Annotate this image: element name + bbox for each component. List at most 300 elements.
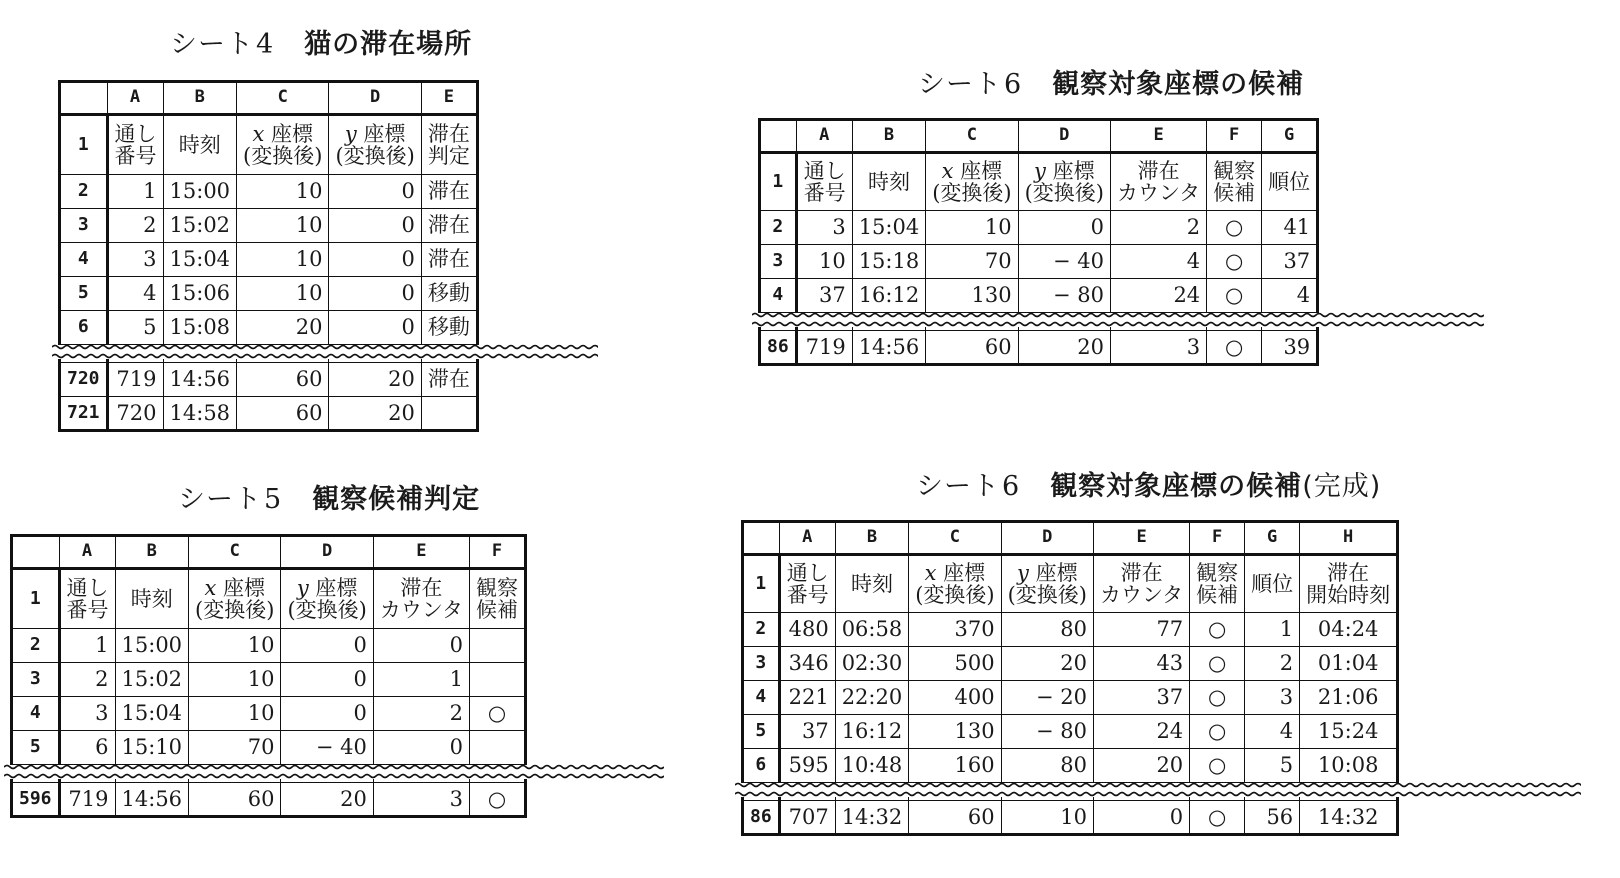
- column-letter: D: [1001, 522, 1093, 555]
- gap-cell: [59, 765, 115, 783]
- row-number: 6: [743, 749, 780, 783]
- gap-cell: [909, 783, 1001, 801]
- field-header-text: (変換後): [932, 181, 1012, 205]
- column-letter: A: [107, 82, 163, 115]
- table-cell: 滞在: [421, 243, 477, 277]
- column-letter: F: [1207, 120, 1262, 153]
- field-header-text: y 座標: [1034, 159, 1095, 183]
- field-header-row: [12, 569, 526, 629]
- axis-variable: y: [1034, 159, 1046, 183]
- column-letter: A: [59, 536, 115, 569]
- gap-cell: [329, 345, 421, 363]
- gap-cell: [115, 765, 189, 783]
- field-header-text: カウンタ: [379, 598, 463, 622]
- table-cell: ○: [1190, 801, 1245, 835]
- gap-cell: [1245, 783, 1300, 801]
- table-cell: 60: [237, 397, 329, 431]
- table-row: [743, 749, 1398, 783]
- field-header-text: 番号: [786, 583, 829, 607]
- field-header-row: [760, 153, 1318, 211]
- table-cell: − 40: [281, 731, 373, 765]
- gap-cell: [237, 345, 329, 363]
- row-number: 4: [743, 681, 780, 715]
- row-break-gap: [760, 313, 1318, 331]
- row-number: 86: [760, 331, 797, 365]
- row-number: 2: [743, 613, 780, 647]
- field-header-text: 通し: [803, 159, 846, 183]
- gap-cell: [281, 765, 373, 783]
- table-row: [760, 279, 1318, 313]
- table-cell: 10: [237, 277, 329, 311]
- table-row: [760, 245, 1318, 279]
- gap-cell: [1001, 783, 1093, 801]
- table-cell: 707: [779, 801, 835, 835]
- table-cell: [470, 629, 526, 663]
- table-cell: 10: [237, 175, 329, 209]
- table-row: [60, 209, 478, 243]
- gap-cell: [1300, 783, 1398, 801]
- field-header-text: 時刻: [850, 572, 893, 596]
- table-cell: 20: [1018, 331, 1110, 365]
- table-cell: ○: [1190, 613, 1245, 647]
- table-cell: 0: [281, 663, 373, 697]
- row-number: 3: [12, 663, 60, 697]
- table-cell: 5: [107, 311, 163, 345]
- field-header-text: y 座標: [296, 576, 358, 600]
- table-row: [760, 331, 1318, 365]
- gap-cell: [1111, 313, 1207, 331]
- table-cell: 37: [779, 715, 835, 749]
- row-number: 5: [60, 277, 108, 311]
- field-header-text: 候補: [1213, 181, 1256, 205]
- field-header: [470, 569, 526, 629]
- table-cell: 37: [1094, 681, 1190, 715]
- table-cell: 130: [926, 279, 1018, 313]
- table-cell: 0: [373, 629, 469, 663]
- column-letter: B: [115, 536, 189, 569]
- gap-cell: [1262, 313, 1318, 331]
- sheet6-title: シート6 観察対象座標の候補: [918, 69, 1305, 100]
- field-header-text: x 座標: [924, 561, 986, 585]
- field-header-text: 観察: [1213, 159, 1256, 183]
- table-cell: 15:08: [163, 311, 237, 345]
- table-cell: 20: [329, 363, 421, 397]
- table-row: [60, 175, 478, 209]
- table-cell: 56: [1245, 801, 1300, 835]
- table-cell: 10: [796, 245, 852, 279]
- gap-cell: [1207, 313, 1262, 331]
- table-cell: ○: [1190, 681, 1245, 715]
- row-number: 1: [743, 555, 780, 613]
- gap-cell: [470, 765, 526, 783]
- table-cell: 480: [779, 613, 835, 647]
- column-letter: E: [373, 536, 469, 569]
- table-cell: 370: [909, 613, 1001, 647]
- gap-cell: [107, 345, 163, 363]
- axis-variable: y: [344, 122, 357, 146]
- table-cell: 0: [373, 731, 469, 765]
- field-header-text: (変換後): [243, 144, 323, 168]
- field-header: [779, 555, 835, 613]
- table-cell: 2: [107, 209, 163, 243]
- row-break-gap: [60, 345, 478, 363]
- field-header: [281, 569, 373, 629]
- table-cell: 1: [373, 663, 469, 697]
- row-number: 6: [60, 311, 108, 345]
- table-cell: 3: [1245, 681, 1300, 715]
- axis-variable: x: [204, 576, 217, 600]
- field-header: [107, 115, 163, 175]
- row-number: 4: [760, 279, 797, 313]
- row-number: 1: [12, 569, 60, 629]
- corner-cell: [743, 522, 780, 555]
- sheet6-table-container: [758, 118, 1319, 366]
- field-header: [926, 153, 1018, 211]
- row-number: 2: [12, 629, 60, 663]
- table-cell: 20: [1094, 749, 1190, 783]
- sheet6-complete-table-container: [741, 520, 1399, 836]
- table-cell: 10: [189, 697, 281, 731]
- table-row: [743, 801, 1398, 835]
- table-cell: 0: [329, 209, 421, 243]
- field-header-text: 番号: [66, 598, 109, 622]
- corner-cell: [760, 120, 797, 153]
- table-cell: 221: [779, 681, 835, 715]
- field-header-text: x 座標: [941, 159, 1003, 183]
- field-header-text: 滞在: [1327, 561, 1370, 585]
- field-header: [373, 569, 469, 629]
- field-header-text: カウンタ: [1117, 181, 1201, 205]
- table-cell: 4: [1262, 279, 1318, 313]
- gap-cell: [1018, 313, 1110, 331]
- row-number: 4: [60, 243, 108, 277]
- field-header-text: 滞在: [1137, 159, 1180, 183]
- table-cell: 10: [189, 629, 281, 663]
- gap-cell: [760, 313, 797, 331]
- table-cell: 15:04: [163, 243, 237, 277]
- table-cell: ○: [1190, 749, 1245, 783]
- column-header-row: [760, 120, 1318, 153]
- field-header-text: (変換後): [1024, 181, 1104, 205]
- table-cell: 24: [1094, 715, 1190, 749]
- table-cell: 20: [1001, 647, 1093, 681]
- table-cell: 24: [1111, 279, 1207, 313]
- gap-cell: [779, 783, 835, 801]
- axis-variable: x: [941, 159, 954, 183]
- table-cell: 720: [107, 397, 163, 431]
- column-letter: E: [421, 82, 477, 115]
- table-cell: 43: [1094, 647, 1190, 681]
- table-cell: 22:20: [835, 681, 909, 715]
- table-cell: 3: [107, 243, 163, 277]
- row-number: 1: [760, 153, 797, 211]
- column-letter: F: [470, 536, 526, 569]
- field-header-text: 候補: [1196, 583, 1239, 607]
- axis-variable: x: [252, 122, 265, 146]
- table-row: [12, 663, 526, 697]
- gap-cell: [926, 313, 1018, 331]
- table-cell: 719: [59, 783, 115, 817]
- field-header-text: (変換後): [915, 583, 995, 607]
- table-cell: ○: [1207, 245, 1262, 279]
- row-number: 5: [12, 731, 60, 765]
- table-cell: 719: [796, 331, 852, 365]
- table-cell: 15:02: [163, 209, 237, 243]
- sheet6-complete-title: シート6 観察対象座標の候補(完成): [916, 471, 1382, 502]
- field-header-text: 時刻: [867, 170, 910, 194]
- table-cell: 70: [926, 245, 1018, 279]
- table-cell: 1: [107, 175, 163, 209]
- table-row: [760, 211, 1318, 245]
- table-cell: 346: [779, 647, 835, 681]
- gap-cell: [852, 313, 926, 331]
- table-cell: 2: [373, 697, 469, 731]
- field-header-text: 滞在: [400, 576, 443, 600]
- gap-cell: [373, 765, 469, 783]
- field-header: [163, 115, 237, 175]
- table-row: [12, 629, 526, 663]
- table-cell: 0: [281, 697, 373, 731]
- table-cell: − 80: [1001, 715, 1093, 749]
- table-cell: 14:32: [835, 801, 909, 835]
- sheet5-table-container: [10, 534, 527, 818]
- field-header: [1001, 555, 1093, 613]
- table-cell: 4: [1111, 245, 1207, 279]
- spreadsheet-table: [741, 520, 1399, 836]
- field-header-text: 候補: [476, 598, 518, 622]
- row-number: 721: [60, 397, 108, 431]
- sheet4-title: シート4 猫の滞在場所: [170, 29, 473, 60]
- table-cell: 80: [1001, 749, 1093, 783]
- field-header: [1245, 555, 1300, 613]
- table-cell: 14:56: [852, 331, 926, 365]
- table-cell: 20: [329, 397, 421, 431]
- table-cell: 01:04: [1300, 647, 1398, 681]
- field-header: [835, 555, 909, 613]
- field-header-text: 観察: [476, 576, 518, 600]
- gap-cell: [189, 765, 281, 783]
- field-header: [59, 569, 115, 629]
- field-header-text: y 座標: [344, 122, 406, 146]
- row-number: 3: [60, 209, 108, 243]
- column-letter: A: [796, 120, 852, 153]
- row-number: 3: [743, 647, 780, 681]
- table-cell: 37: [1262, 245, 1318, 279]
- field-header-text: 番号: [803, 181, 846, 205]
- row-number: 86: [743, 801, 780, 835]
- table-cell: ○: [470, 783, 526, 817]
- column-letter: B: [835, 522, 909, 555]
- column-letter: C: [237, 82, 329, 115]
- field-header-text: 通し: [114, 122, 157, 146]
- table-cell: 10: [237, 209, 329, 243]
- spreadsheet-table: [10, 534, 527, 818]
- field-header-text: (変換後): [335, 144, 415, 168]
- table-cell: 滞在: [421, 209, 477, 243]
- field-header-text: 番号: [114, 144, 157, 168]
- table-cell: 3: [59, 697, 115, 731]
- column-letter: H: [1300, 522, 1398, 555]
- table-cell: 4: [107, 277, 163, 311]
- table-cell: ○: [1207, 211, 1262, 245]
- sheet4-table-container: [58, 80, 479, 432]
- table-cell: 2: [59, 663, 115, 697]
- table-cell: 6: [59, 731, 115, 765]
- spreadsheet-table: [58, 80, 479, 432]
- table-cell: 移動: [421, 311, 477, 345]
- table-cell: ○: [470, 697, 526, 731]
- field-header-text: (変換後): [195, 598, 275, 622]
- table-row: [743, 647, 1398, 681]
- table-cell: [470, 663, 526, 697]
- column-letter: B: [852, 120, 926, 153]
- row-number: 720: [60, 363, 108, 397]
- table-cell: 20: [281, 783, 373, 817]
- field-header: [237, 115, 329, 175]
- field-header: [1111, 153, 1207, 211]
- table-row: [60, 397, 478, 431]
- table-cell: 0: [329, 311, 421, 345]
- field-header-text: (変換後): [1007, 583, 1087, 607]
- table-cell: 10: [237, 243, 329, 277]
- field-header-text: x 座標: [204, 576, 265, 600]
- table-cell: 16:12: [852, 279, 926, 313]
- table-row: [60, 363, 478, 397]
- table-row: [743, 613, 1398, 647]
- table-cell: 02:30: [835, 647, 909, 681]
- table-cell: 滞在: [421, 175, 477, 209]
- column-letter: E: [1111, 120, 1207, 153]
- column-header-row: [60, 82, 478, 115]
- table-cell: 0: [329, 277, 421, 311]
- table-row: [60, 277, 478, 311]
- table-cell: ○: [1207, 279, 1262, 313]
- gap-cell: [60, 345, 108, 363]
- table-cell: 10: [189, 663, 281, 697]
- gap-cell: [1190, 783, 1245, 801]
- table-cell: 10: [1001, 801, 1093, 835]
- field-header: [796, 153, 852, 211]
- field-header-text: 通し: [786, 561, 829, 585]
- table-row: [743, 715, 1398, 749]
- table-cell: 60: [237, 363, 329, 397]
- table-cell: 移動: [421, 277, 477, 311]
- table-cell: 15:04: [852, 211, 926, 245]
- table-cell: − 40: [1018, 245, 1110, 279]
- table-cell: 14:32: [1300, 801, 1398, 835]
- table-cell: 0: [329, 243, 421, 277]
- row-number: 2: [60, 175, 108, 209]
- table-cell: [470, 731, 526, 765]
- gap-cell: [163, 345, 237, 363]
- field-header: [1190, 555, 1245, 613]
- field-header: [1300, 555, 1398, 613]
- sheet5-title: シート5 観察候補判定: [178, 484, 481, 515]
- table-cell: 15:00: [115, 629, 189, 663]
- table-cell: 0: [1018, 211, 1110, 245]
- field-header-text: 順位: [1251, 572, 1294, 596]
- table-cell: − 80: [1018, 279, 1110, 313]
- table-cell: 06:58: [835, 613, 909, 647]
- field-header-text: 開始時刻: [1306, 583, 1391, 607]
- gap-cell: [12, 765, 60, 783]
- field-header-text: (変換後): [287, 598, 367, 622]
- field-header-text: カウンタ: [1100, 583, 1184, 607]
- table-row: [12, 783, 526, 817]
- field-header-text: y 座標: [1017, 561, 1078, 585]
- column-letter: G: [1262, 120, 1318, 153]
- table-cell: 15:10: [115, 731, 189, 765]
- table-cell: 70: [189, 731, 281, 765]
- field-header-row: [60, 115, 478, 175]
- table-cell: − 20: [1001, 681, 1093, 715]
- table-cell: 10: [926, 211, 1018, 245]
- gap-cell: [743, 783, 780, 801]
- table-cell: 20: [237, 311, 329, 345]
- table-cell: 14:56: [163, 363, 237, 397]
- table-cell: 41: [1262, 211, 1318, 245]
- table-cell: 15:04: [115, 697, 189, 731]
- table-cell: 3: [796, 211, 852, 245]
- field-header: [1207, 153, 1262, 211]
- field-header: [115, 569, 189, 629]
- gap-cell: [835, 783, 909, 801]
- field-header-text: 観察: [1196, 561, 1239, 585]
- column-letter: D: [329, 82, 421, 115]
- table-cell: ○: [1190, 647, 1245, 681]
- row-number: 5: [743, 715, 780, 749]
- row-number: 3: [760, 245, 797, 279]
- table-cell: 60: [909, 801, 1001, 835]
- table-row: [60, 311, 478, 345]
- table-cell: 10:48: [835, 749, 909, 783]
- table-cell: [421, 397, 477, 431]
- column-letter: B: [163, 82, 237, 115]
- axis-variable: y: [296, 576, 309, 600]
- column-header-row: [12, 536, 526, 569]
- column-letter: D: [281, 536, 373, 569]
- row-break-gap: [743, 783, 1398, 801]
- gap-cell: [1094, 783, 1190, 801]
- field-header: [1094, 555, 1190, 613]
- gap-cell: [421, 345, 477, 363]
- table-row: [12, 697, 526, 731]
- field-header-text: 判定: [427, 144, 470, 168]
- column-letter: E: [1094, 522, 1190, 555]
- axis-variable: x: [924, 561, 937, 585]
- column-letter: C: [909, 522, 1001, 555]
- table-cell: 1: [1245, 613, 1300, 647]
- row-number: 596: [12, 783, 60, 817]
- table-cell: 60: [926, 331, 1018, 365]
- table-cell: 2: [1111, 211, 1207, 245]
- corner-cell: [12, 536, 60, 569]
- field-header-text: 滞在: [427, 122, 470, 146]
- table-cell: 1: [59, 629, 115, 663]
- table-cell: 0: [281, 629, 373, 663]
- spreadsheet-table: [758, 118, 1319, 366]
- row-break-gap: [12, 765, 526, 783]
- table-cell: 80: [1001, 613, 1093, 647]
- table-cell: 15:18: [852, 245, 926, 279]
- field-header-text: 時刻: [130, 587, 173, 611]
- axis-variable: y: [1017, 561, 1029, 585]
- table-cell: 15:24: [1300, 715, 1398, 749]
- table-cell: 21:06: [1300, 681, 1398, 715]
- field-header: [852, 153, 926, 211]
- field-header-text: 滞在: [1120, 561, 1163, 585]
- table-cell: 14:58: [163, 397, 237, 431]
